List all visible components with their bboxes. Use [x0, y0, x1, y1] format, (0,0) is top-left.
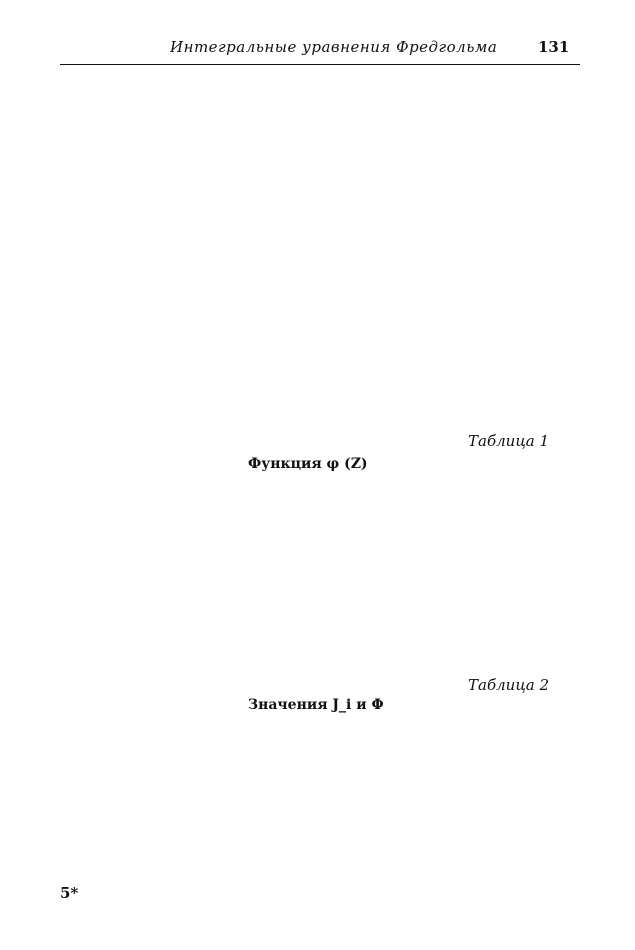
page-number: 131 — [538, 38, 570, 56]
table2-title: Значения J_i и Φ — [248, 697, 384, 713]
header-rule — [60, 64, 580, 65]
table1-title: Функция φ (Z) — [248, 456, 368, 472]
running-title: Интегральные уравнения Фредгольма — [170, 38, 498, 56]
table2-caption: Таблица 2 — [468, 676, 550, 694]
signature-mark: 5* — [60, 884, 79, 902]
table1-caption: Таблица 1 — [468, 432, 550, 450]
